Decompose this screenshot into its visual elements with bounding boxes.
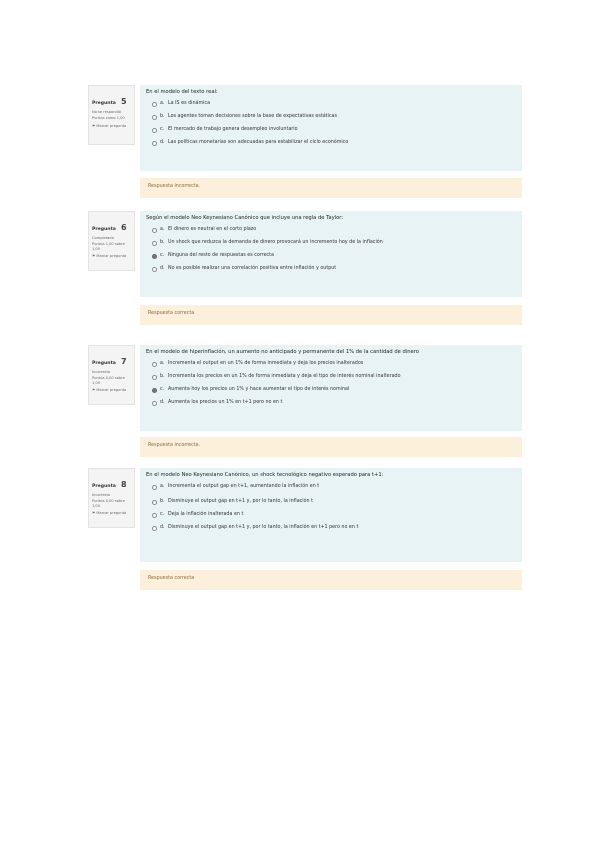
answer-option-c[interactable] — [152, 512, 516, 518]
option-text: No es posible realizar una correlación positiva entre inflación y output — [168, 266, 337, 271]
option-letter: a. — [160, 101, 165, 106]
option-text: Las políticas monetarias son adecuadas para estabilizar el ciclo económico — [168, 140, 349, 145]
radio-button[interactable] — [152, 228, 157, 233]
option-text: El dinero es neutral en el corto plazo — [168, 227, 257, 232]
question-label: Pregunta — [92, 101, 116, 106]
feedback-box: Respuesta incorrecta. — [140, 178, 522, 198]
question-text: Según el modelo Neo Keynesiano Canónico que incluye una regla de Taylor: — [146, 215, 344, 221]
answer-option-d[interactable] — [152, 400, 516, 406]
question-info — [88, 468, 135, 528]
answer-option-c[interactable] — [152, 253, 516, 259]
option-text: Aumenta los precios un 1% en t+1 pero no en t — [168, 400, 283, 405]
answer-option-a[interactable] — [152, 361, 516, 367]
option-text: Disminuye el output gap en t+1 y, por lo tanto, la inflación t — [168, 499, 313, 504]
radio-button[interactable] — [152, 115, 157, 120]
option-letter: d. — [160, 266, 165, 271]
question-label: Pregunta — [92, 361, 116, 366]
question-status: Incorrecta — [92, 493, 111, 497]
option-text: Deja la inflación inalterada en t — [168, 512, 244, 517]
question-text: En el modelo Neo Keynesiano Canónico, un shock tecnológico negativo esperado para t+1: — [146, 472, 384, 478]
option-text: Incrementa el output gap en t+1, aumentando la inflación en t — [168, 484, 320, 489]
answer-option-a[interactable] — [152, 227, 516, 233]
feedback-box: Respuesta incorrecta. — [140, 437, 522, 457]
question-status: No se respondió — [92, 110, 121, 114]
answer-option-d[interactable] — [152, 266, 516, 272]
option-text: Ninguna del resto de respuestas es correcta — [168, 253, 274, 258]
question-info — [88, 345, 135, 405]
radio-button[interactable] — [152, 401, 157, 406]
question-score: Puntúa 1,00 sobre 1,00 — [92, 242, 125, 251]
option-text: Un shock que reduzca la demanda de dinero provocará un incremento hoy de la inflación — [168, 240, 383, 245]
option-letter: b. — [160, 374, 165, 379]
option-text: Incrementa el output en un 1% de forma inmediata y deja los precios inalterados — [168, 361, 364, 366]
flag-icon: ⚑ — [92, 123, 96, 128]
answer-option-b[interactable] — [152, 499, 516, 505]
question-status: Incorrecta — [92, 370, 111, 374]
feedback-box: Respuesta correcta — [140, 305, 522, 325]
option-text: Los agentes toman decisiones sobre la base de expectativas estáticas — [168, 114, 337, 119]
flag-question-link[interactable] — [92, 388, 131, 392]
question-info — [88, 85, 135, 145]
option-letter: a. — [160, 484, 165, 489]
answer-option-d[interactable] — [152, 140, 516, 146]
radio-button[interactable] — [152, 267, 157, 272]
question-content — [140, 85, 522, 171]
radio-button[interactable] — [152, 362, 157, 367]
answer-option-b[interactable] — [152, 374, 516, 380]
option-letter: c. — [160, 512, 165, 517]
option-letter: d. — [160, 400, 165, 405]
answer-option-d[interactable] — [152, 525, 516, 531]
question-number: 7 — [120, 357, 127, 366]
radio-button[interactable] — [152, 500, 157, 505]
option-text: Aumenta hoy los precios un 1% y hace aumentar el tipo de interés nominal — [168, 387, 350, 392]
radio-button[interactable] — [152, 141, 157, 146]
question-content — [140, 211, 522, 297]
radio-button[interactable] — [152, 241, 157, 246]
answer-option-b[interactable] — [152, 114, 516, 120]
option-letter: c. — [160, 253, 165, 258]
option-text: Disminuye el output gap en t+1 y, por lo tanto, la inflación en t+1 pero no en t — [168, 525, 359, 530]
radio-button[interactable] — [152, 128, 157, 133]
option-letter: b. — [160, 114, 165, 119]
option-letter: b. — [160, 240, 165, 245]
radio-button-selected[interactable] — [152, 254, 157, 259]
option-letter: a. — [160, 227, 165, 232]
answer-option-c[interactable] — [152, 127, 516, 133]
radio-button[interactable] — [152, 102, 157, 107]
flag-icon: ⚑ — [92, 253, 96, 258]
answer-option-a[interactable] — [152, 484, 516, 490]
question-score: Puntúa como 1,00 — [92, 116, 125, 121]
option-text: Incrementa los precios en un 1% de forma inmediata y deja el tipo de interés nominal inalterado — [168, 374, 401, 379]
answer-option-b[interactable] — [152, 240, 516, 246]
question-number: 6 — [120, 223, 127, 232]
option-letter: c. — [160, 387, 165, 392]
option-letter: a. — [160, 361, 165, 366]
radio-button[interactable] — [152, 375, 157, 380]
question-content — [140, 468, 522, 562]
radio-button[interactable] — [152, 485, 157, 490]
question-info — [88, 211, 135, 271]
question-label: Pregunta — [92, 227, 116, 232]
option-text: El mercado de trabajo genera desempleo involuntario — [168, 127, 298, 132]
option-letter: b. — [160, 499, 165, 504]
question-number: 5 — [120, 97, 127, 106]
feedback-box: Respuesta correcta — [140, 570, 522, 590]
question-label: Pregunta — [92, 484, 116, 489]
flag-question-link[interactable] — [92, 511, 131, 515]
flag-label: Marcar pregunta — [96, 123, 127, 128]
flag-question-link[interactable] — [92, 254, 131, 258]
flag-icon: ⚑ — [92, 387, 96, 392]
question-number: 8 — [120, 480, 127, 489]
flag-icon: ⚑ — [92, 510, 96, 515]
question-content — [140, 345, 522, 431]
flag-label: Marcar pregunta — [96, 510, 127, 515]
radio-button[interactable] — [152, 526, 157, 531]
option-letter: d. — [160, 140, 165, 145]
option-letter: d. — [160, 525, 165, 530]
question-text: En el modelo de hiperinflación, un aumento no anticipado y permanente del 1% de la cantidad de dinero — [146, 349, 419, 355]
question-status: Completada — [92, 236, 114, 240]
option-letter: c. — [160, 127, 165, 132]
question-text: En el modelo del texto real: — [146, 89, 218, 95]
flag-label: Marcar pregunta — [96, 253, 127, 258]
flag-question-link[interactable] — [92, 124, 131, 128]
radio-button[interactable] — [152, 513, 157, 518]
question-score: Puntúa 0,00 sobre 1,00 — [92, 499, 125, 508]
flag-label: Marcar pregunta — [96, 387, 127, 392]
option-text: La IS es dinámica — [168, 101, 211, 106]
question-score: Puntúa 0,00 sobre 1,00 — [92, 376, 125, 385]
radio-button-selected[interactable] — [152, 388, 157, 393]
answer-option-c[interactable] — [152, 387, 516, 393]
answer-option-a[interactable] — [152, 101, 516, 107]
